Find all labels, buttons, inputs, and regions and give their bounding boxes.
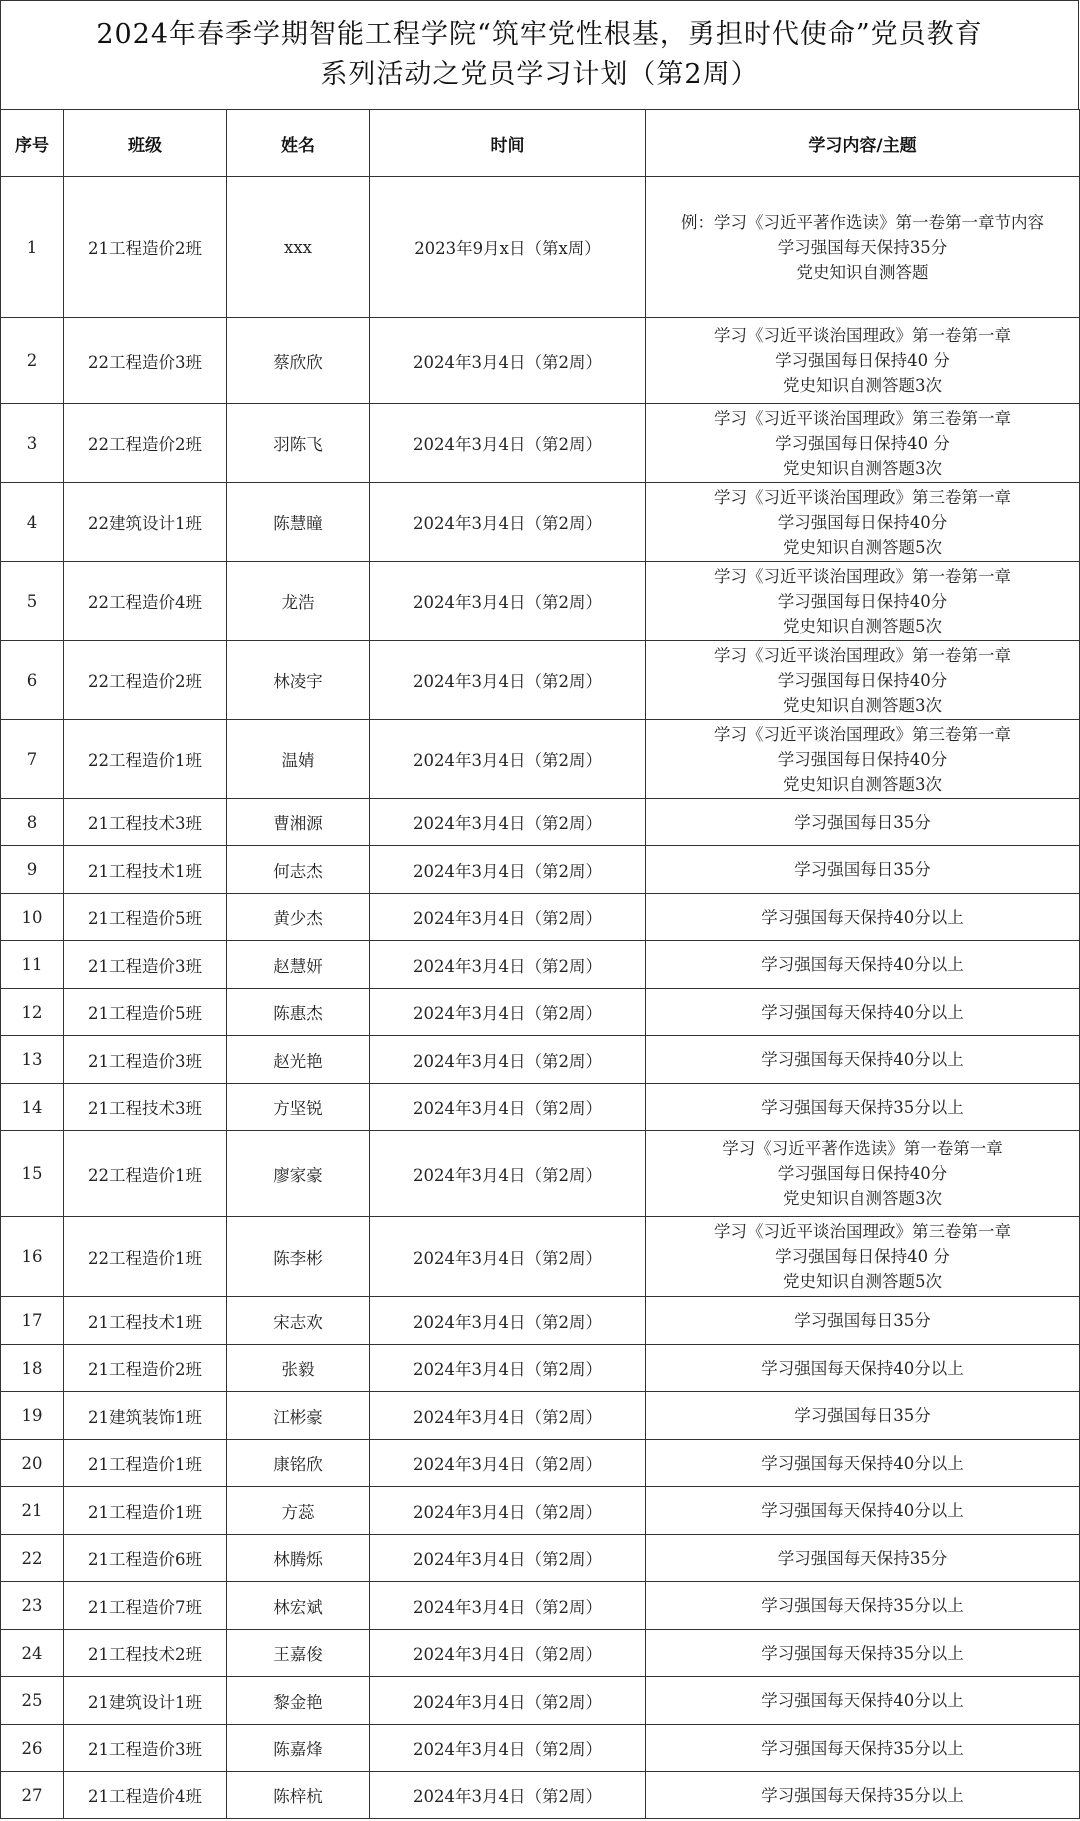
content-line: 学习《习近平谈治国理政》第一卷第一章 — [714, 645, 1011, 665]
row-name: 廖家豪 — [227, 1131, 370, 1217]
row-content — [646, 720, 1080, 799]
table-row — [1, 562, 1080, 641]
row-time: 2024年3月4日（第2周） — [370, 404, 646, 483]
content-line: 学习《习近平谈治国理政》第一卷第一章 — [714, 566, 1011, 586]
table-row — [1, 1725, 1080, 1772]
content-line: 党史知识自测答题3次 — [783, 1189, 942, 1208]
row-content — [646, 989, 1080, 1036]
row-class: 22工程造价1班 — [64, 720, 227, 799]
row-name: 曹湘源 — [227, 799, 370, 846]
row-name: 羽陈飞 — [227, 404, 370, 483]
row-name: 蔡欣欣 — [227, 318, 370, 404]
row-name: xxx — [227, 177, 370, 318]
row-class: 21工程造价1班 — [64, 1440, 227, 1487]
content-line: 学习《习近平谈治国理政》第三卷第一章 — [714, 487, 1011, 507]
row-class: 21工程造价1班 — [64, 1487, 227, 1535]
row-name: 张毅 — [227, 1345, 370, 1392]
row-name: 何志杰 — [227, 846, 370, 894]
row-name: 康铭欣 — [227, 1440, 370, 1487]
content-line: 党史知识自测答题3次 — [783, 376, 942, 395]
row-class: 22工程造价4班 — [64, 562, 227, 641]
row-number: 16 — [1, 1217, 64, 1297]
content-line: 学习强国每日35分 — [794, 1406, 931, 1425]
row-content — [646, 404, 1080, 483]
row-content — [646, 483, 1080, 562]
row-time: 2024年3月4日（第2周） — [370, 1535, 646, 1582]
study-plan-table — [0, 109, 1080, 1819]
row-class: 21工程造价5班 — [64, 894, 227, 941]
content-line: 学习强国每天保持35分以上 — [761, 1596, 964, 1615]
row-time: 2024年3月4日（第2周） — [370, 1345, 646, 1392]
content-line: 党史知识自测答题5次 — [783, 537, 942, 557]
title-line-1: 2024年春季学期智能工程学院“筑牢党性根基，勇担时代使命”党员教育 — [96, 19, 983, 50]
row-class: 21工程技术3班 — [64, 799, 227, 846]
row-time: 2024年3月4日（第2周） — [370, 1084, 646, 1131]
row-number: 4 — [1, 483, 64, 562]
header-time: 时间 — [370, 110, 646, 177]
row-number: 26 — [1, 1725, 64, 1772]
row-time: 2024年3月4日（第2周） — [370, 1677, 646, 1725]
row-class: 21工程造价3班 — [64, 941, 227, 989]
row-time: 2024年3月4日（第2周） — [370, 483, 646, 562]
row-time: 2024年3月4日（第2周） — [370, 1772, 646, 1819]
content-line: 学习强国每天保持40分以上 — [761, 907, 964, 927]
content-line: 学习强国每日35分 — [794, 812, 931, 832]
table-row — [1, 1535, 1080, 1582]
table-row — [1, 1036, 1080, 1084]
row-time: 2024年3月4日（第2周） — [370, 1131, 646, 1217]
row-name: 林腾烁 — [227, 1535, 370, 1582]
content-line: 党史知识自测答题3次 — [783, 458, 942, 478]
content-line: 学习强国每日保持40分 — [777, 670, 948, 690]
row-number: 15 — [1, 1131, 64, 1217]
row-class: 22工程造价2班 — [64, 641, 227, 720]
table-row — [1, 404, 1080, 483]
row-time: 2024年3月4日（第2周） — [370, 846, 646, 894]
table-row — [1, 989, 1080, 1036]
content-line: 学习强国每日保持40分 — [777, 591, 948, 611]
row-class: 21工程造价2班 — [64, 177, 227, 318]
table-row — [1, 641, 1080, 720]
row-time: 2024年3月4日（第2周） — [370, 1297, 646, 1345]
row-number: 3 — [1, 404, 64, 483]
content-line: 党史知识自测答题5次 — [783, 1272, 942, 1291]
content-line: 例：学习《习近平著作选读》第一卷第一章节内容 — [681, 212, 1044, 232]
row-name: 黎金艳 — [227, 1677, 370, 1725]
table-body — [1, 177, 1080, 1819]
header-name: 姓名 — [227, 110, 370, 177]
row-time: 2024年3月4日（第2周） — [370, 1487, 646, 1535]
row-name: 陈慧瞳 — [227, 483, 370, 562]
content-line: 学习《习近平谈治国理政》第三卷第一章 — [714, 724, 1011, 744]
row-name: 陈嘉烽 — [227, 1725, 370, 1772]
row-name: 黄少杰 — [227, 894, 370, 941]
row-content — [646, 1440, 1080, 1487]
row-number: 2 — [1, 318, 64, 404]
content-line: 学习强国每日35分 — [794, 860, 931, 879]
row-name: 陈梓杭 — [227, 1772, 370, 1819]
row-name: 林宏斌 — [227, 1582, 370, 1630]
row-class: 21工程造价7班 — [64, 1582, 227, 1630]
row-number: 12 — [1, 989, 64, 1036]
row-time: 2024年3月4日（第2周） — [370, 562, 646, 641]
table-row — [1, 318, 1080, 404]
row-class: 21工程技术1班 — [64, 1297, 227, 1345]
content-line: 学习强国每天保持35分 — [777, 1548, 948, 1568]
content-line: 党史知识自测答题5次 — [783, 616, 942, 636]
row-number: 27 — [1, 1772, 64, 1819]
row-name: 方坚锐 — [227, 1084, 370, 1131]
table-row — [1, 1392, 1080, 1440]
row-time: 2024年3月4日（第2周） — [370, 941, 646, 989]
row-time: 2024年3月4日（第2周） — [370, 318, 646, 404]
row-content — [646, 562, 1080, 641]
row-content — [646, 1217, 1080, 1297]
row-number: 1 — [1, 177, 64, 318]
row-time: 2024年3月4日（第2周） — [370, 989, 646, 1036]
table-row — [1, 1440, 1080, 1487]
row-time: 2024年3月4日（第2周） — [370, 641, 646, 720]
row-time: 2024年3月4日（第2周） — [370, 1392, 646, 1440]
row-number: 21 — [1, 1487, 64, 1535]
row-time: 2024年3月4日（第2周） — [370, 799, 646, 846]
table-row — [1, 894, 1080, 941]
row-class: 21工程造价4班 — [64, 1772, 227, 1819]
row-number: 11 — [1, 941, 64, 989]
content-line: 学习强国每天保持35分以上 — [761, 1643, 964, 1663]
row-number: 23 — [1, 1582, 64, 1630]
row-number: 22 — [1, 1535, 64, 1582]
row-content — [646, 1131, 1080, 1217]
row-time: 2024年3月4日（第2周） — [370, 1725, 646, 1772]
row-number: 8 — [1, 799, 64, 846]
table-row — [1, 799, 1080, 846]
table-row — [1, 1677, 1080, 1725]
row-name: 林凌宇 — [227, 641, 370, 720]
row-name: 赵光艳 — [227, 1036, 370, 1084]
content-line: 学习《习近平谈治国理政》第三卷第一章 — [714, 408, 1011, 428]
row-content — [646, 177, 1080, 318]
row-number: 9 — [1, 846, 64, 894]
row-class: 21工程造价5班 — [64, 989, 227, 1036]
row-time: 2023年9月x日（第x周） — [370, 177, 646, 318]
row-time: 2024年3月4日（第2周） — [370, 1582, 646, 1630]
row-number: 25 — [1, 1677, 64, 1725]
content-line: 学习强国每日保持40分 — [777, 1164, 948, 1183]
row-name: 方蕊 — [227, 1487, 370, 1535]
content-line: 学习强国每日保持40 分 — [775, 351, 950, 370]
content-line: 党史知识自测答题3次 — [783, 695, 942, 715]
row-name: 温婧 — [227, 720, 370, 799]
document-title — [0, 0, 1079, 109]
content-line: 学习强国每日保持40分 — [777, 749, 948, 769]
content-line: 学习强国每天保持35分以上 — [761, 1097, 964, 1117]
table-row — [1, 1582, 1080, 1630]
row-class: 21工程技术2班 — [64, 1630, 227, 1677]
row-number: 20 — [1, 1440, 64, 1487]
table-row — [1, 1217, 1080, 1297]
row-content — [646, 1392, 1080, 1440]
row-class: 22工程造价1班 — [64, 1217, 227, 1297]
row-class: 21建筑设计1班 — [64, 1677, 227, 1725]
row-class: 22工程造价1班 — [64, 1131, 227, 1217]
row-content — [646, 894, 1080, 941]
content-line: 学习强国每日35分 — [794, 1311, 931, 1330]
row-number: 19 — [1, 1392, 64, 1440]
row-number: 17 — [1, 1297, 64, 1345]
table-row — [1, 1297, 1080, 1345]
table-row — [1, 1772, 1080, 1819]
content-line: 学习强国每日保持40 分 — [775, 433, 950, 453]
content-line: 学习强国每天保持40分以上 — [761, 1050, 964, 1069]
row-time: 2024年3月4日（第2周） — [370, 1036, 646, 1084]
row-class: 22建筑设计1班 — [64, 483, 227, 562]
row-content — [646, 1535, 1080, 1582]
header-content: 学习内容/主题 — [646, 110, 1080, 177]
content-line: 学习强国每日保持40分 — [777, 512, 948, 532]
row-content — [646, 1297, 1080, 1345]
row-class: 21工程造价2班 — [64, 1345, 227, 1392]
content-line: 学习《习近平著作选读》第一卷第一章 — [722, 1139, 1003, 1158]
content-line: 学习强国每天保持40分以上 — [761, 955, 964, 974]
row-content — [646, 1630, 1080, 1677]
row-content — [646, 641, 1080, 720]
row-content — [646, 1677, 1080, 1725]
row-number: 18 — [1, 1345, 64, 1392]
table-row — [1, 941, 1080, 989]
table-row — [1, 483, 1080, 562]
table-row — [1, 1487, 1080, 1535]
table-header-row — [1, 110, 1080, 177]
row-content — [646, 1036, 1080, 1084]
header-class: 班级 — [64, 110, 227, 177]
row-number: 14 — [1, 1084, 64, 1131]
row-content — [646, 846, 1080, 894]
row-class: 22工程造价3班 — [64, 318, 227, 404]
content-line: 学习《习近平谈治国理政》第一卷第一章 — [714, 326, 1011, 345]
content-line: 党史知识自测答题3次 — [783, 774, 942, 794]
row-time: 2024年3月4日（第2周） — [370, 720, 646, 799]
row-name: 宋志欢 — [227, 1297, 370, 1345]
row-number: 6 — [1, 641, 64, 720]
row-content — [646, 799, 1080, 846]
row-content — [646, 1345, 1080, 1392]
content-line: 学习强国每天保持40分以上 — [761, 1358, 964, 1378]
row-content — [646, 1487, 1080, 1535]
row-class: 22工程造价2班 — [64, 404, 227, 483]
content-line: 学习强国每天保持35分以上 — [761, 1738, 964, 1758]
row-time: 2024年3月4日（第2周） — [370, 894, 646, 941]
row-content — [646, 1582, 1080, 1630]
content-line: 学习《习近平谈治国理政》第三卷第一章 — [714, 1222, 1011, 1241]
table-row — [1, 1630, 1080, 1677]
content-line: 学习强国每天保持35分以上 — [761, 1785, 964, 1805]
row-content — [646, 1772, 1080, 1819]
row-name: 赵慧妍 — [227, 941, 370, 989]
title-line-2: 系列活动之党员学习计划（第2周） — [320, 59, 759, 90]
content-line: 学习强国每天保持40分以上 — [761, 1002, 964, 1022]
row-time: 2024年3月4日（第2周） — [370, 1630, 646, 1677]
row-content — [646, 1725, 1080, 1772]
row-content — [646, 318, 1080, 404]
table-row — [1, 1345, 1080, 1392]
table-row — [1, 1084, 1080, 1131]
table-row — [1, 720, 1080, 799]
row-class: 21工程造价6班 — [64, 1535, 227, 1582]
row-time: 2024年3月4日（第2周） — [370, 1217, 646, 1297]
row-class: 21建筑装饰1班 — [64, 1392, 227, 1440]
content-line: 学习强国每日保持40 分 — [775, 1247, 950, 1266]
content-line: 学习强国每天保持40分以上 — [761, 1501, 964, 1520]
row-name: 龙浩 — [227, 562, 370, 641]
row-number: 10 — [1, 894, 64, 941]
content-line: 党史知识自测答题 — [796, 262, 929, 282]
row-name: 江彬豪 — [227, 1392, 370, 1440]
row-time: 2024年3月4日（第2周） — [370, 1440, 646, 1487]
row-number: 13 — [1, 1036, 64, 1084]
row-name: 王嘉俊 — [227, 1630, 370, 1677]
table-row — [1, 1131, 1080, 1217]
header-number: 序号 — [1, 110, 64, 177]
row-class: 21工程造价3班 — [64, 1725, 227, 1772]
row-name: 陈惠杰 — [227, 989, 370, 1036]
row-content — [646, 941, 1080, 989]
row-content — [646, 1084, 1080, 1131]
content-line: 学习强国每天保持40分以上 — [761, 1453, 964, 1473]
row-number: 24 — [1, 1630, 64, 1677]
content-line: 学习强国每天保持40分以上 — [761, 1691, 964, 1710]
table-row — [1, 846, 1080, 894]
content-line: 学习强国每天保持35分 — [777, 237, 948, 257]
row-name: 陈李彬 — [227, 1217, 370, 1297]
row-number: 5 — [1, 562, 64, 641]
table-row — [1, 177, 1080, 318]
row-number: 7 — [1, 720, 64, 799]
row-class: 21工程技术3班 — [64, 1084, 227, 1131]
row-class: 21工程造价3班 — [64, 1036, 227, 1084]
row-class: 21工程技术1班 — [64, 846, 227, 894]
